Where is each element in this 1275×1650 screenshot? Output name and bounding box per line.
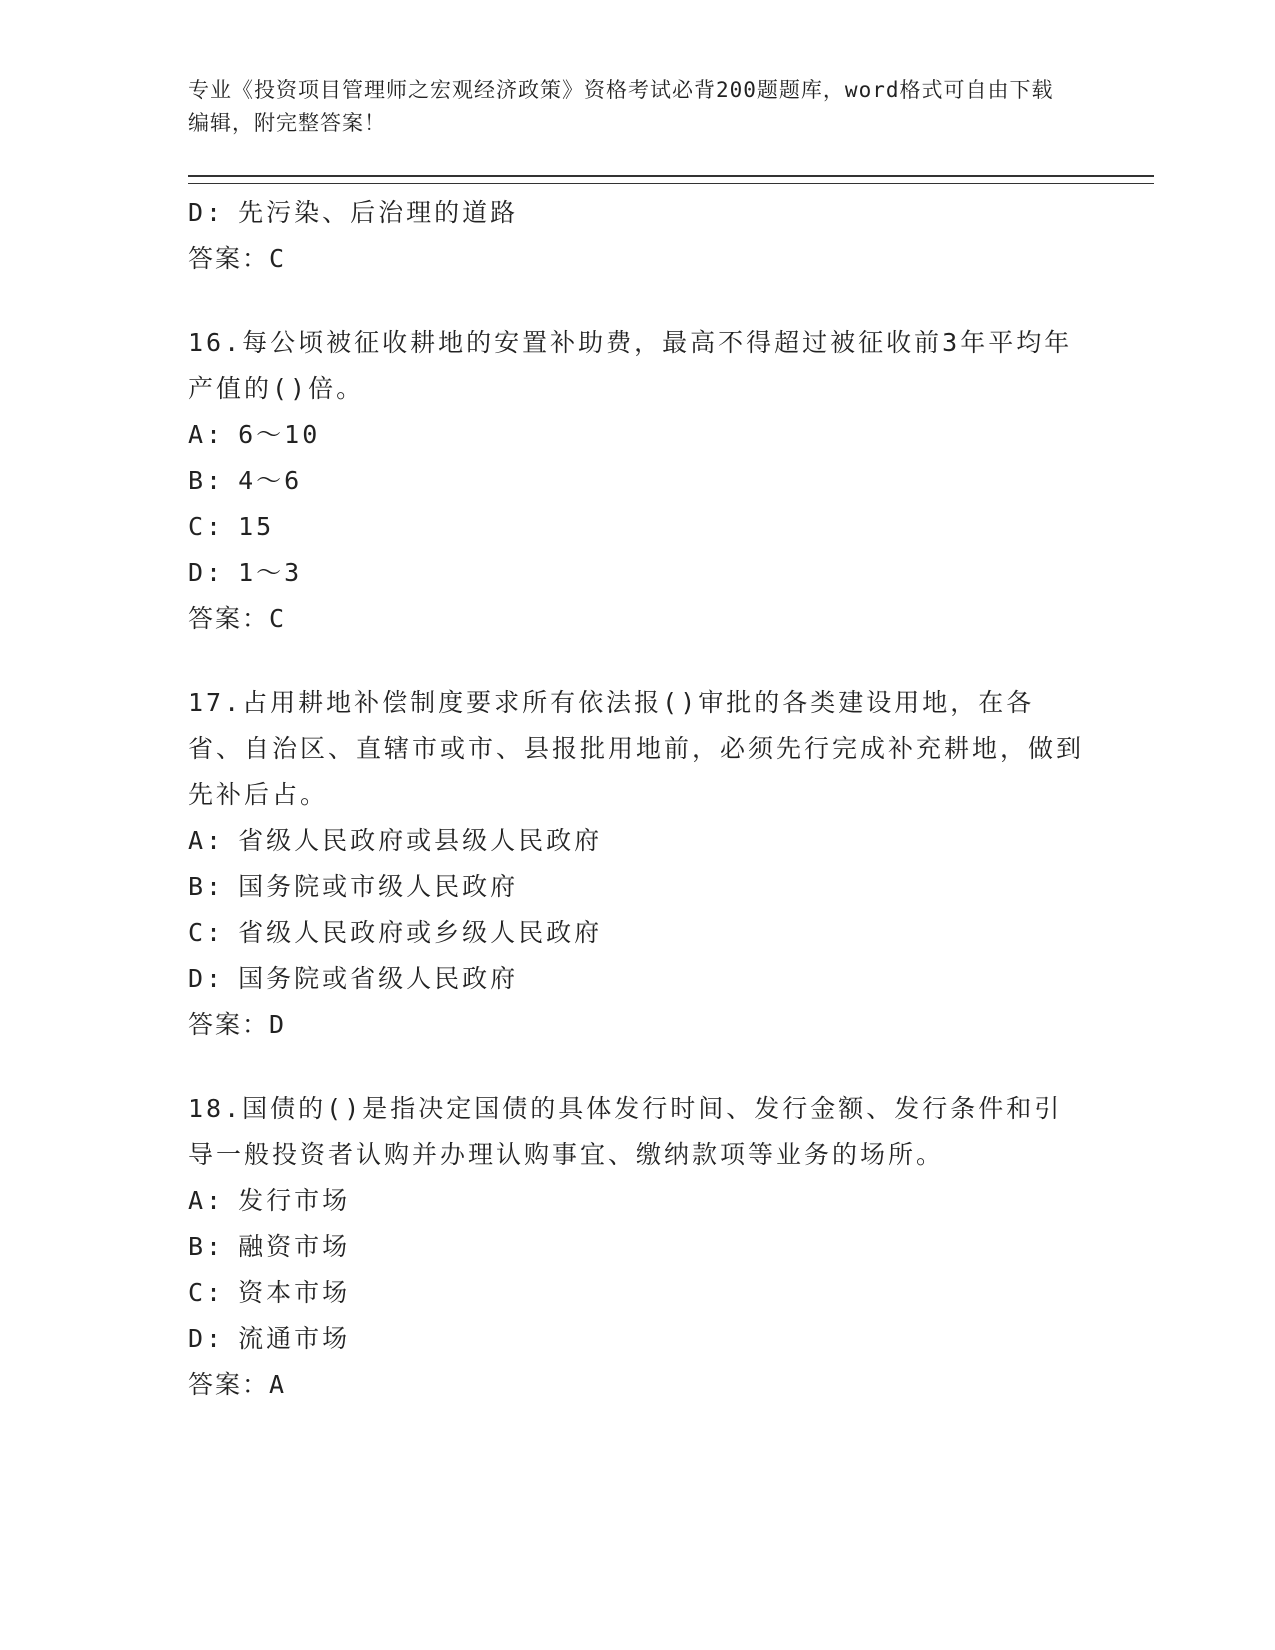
option-b	[188, 1224, 1148, 1270]
option-text: 省级人民政府或乡级人民政府	[238, 918, 603, 947]
option-prefix: A:	[188, 826, 225, 855]
option-prefix: D:	[188, 558, 225, 587]
option-prefix: C:	[188, 918, 225, 947]
option-text: 发行市场	[238, 1186, 351, 1215]
answer: 答案：C	[188, 244, 287, 273]
option-c	[188, 1270, 1148, 1316]
option-prefix: D:	[188, 1324, 225, 1353]
option-prefix: B:	[188, 872, 225, 901]
option-prefix: A:	[188, 420, 225, 449]
option-b	[188, 864, 1148, 910]
option-text: 6～10	[238, 420, 321, 449]
header-divider	[188, 175, 1154, 184]
option-text: 1～3	[238, 558, 303, 587]
option-a	[188, 1178, 1148, 1224]
answer: 答案：A	[188, 1370, 287, 1399]
option-text: 流通市场	[238, 1324, 351, 1353]
option-prefix: D:	[188, 198, 225, 227]
option-c	[188, 910, 1148, 956]
option-text: 国务院或市级人民政府	[238, 872, 519, 901]
question-text: 16.每公顷被征收耕地的安置补助费，最高不得超过被征收前3年平均年产值的()倍。	[188, 328, 1073, 403]
option-prefix: A:	[188, 1186, 225, 1215]
option-prefix: B:	[188, 1232, 225, 1261]
option-text: 15	[238, 512, 275, 541]
option-c	[188, 504, 1148, 550]
option-prefix: C:	[188, 512, 225, 541]
question-18	[188, 1086, 1148, 1408]
option-text: 4～6	[238, 466, 303, 495]
option-text: 省级人民政府或县级人民政府	[238, 826, 603, 855]
option-text: 融资市场	[238, 1232, 351, 1261]
question-text: 18.国债的()是指决定国债的具体发行时间、发行金额、发行条件和引导一般投资者认购并办理认购事宜、缴纳款项等业务的场所。	[188, 1094, 1063, 1169]
option-text: 资本市场	[238, 1278, 351, 1307]
option-d	[188, 550, 1148, 596]
option-text: 国务院或省级人民政府	[238, 964, 519, 993]
question-17	[188, 680, 1148, 1048]
option-d	[188, 1316, 1148, 1362]
option-d	[188, 956, 1148, 1002]
document-header: 专业《投资项目管理师之宏观经济政策》资格考试必背200题题库，word格式可自由下载编辑，附完整答案！	[188, 78, 1054, 135]
option-prefix: C:	[188, 1278, 225, 1307]
option-a	[188, 412, 1148, 458]
document-page	[188, 74, 1148, 1408]
option-prefix: B:	[188, 466, 225, 495]
option-a	[188, 818, 1148, 864]
question-16	[188, 320, 1148, 642]
question-text: 17.占用耕地补偿制度要求所有依法报()审批的各类建设用地，在各省、自治区、直辖市或市、县报批用地前，必须先行完成补充耕地，做到先补后占。	[188, 688, 1085, 809]
option-b	[188, 458, 1148, 504]
answer: 答案：D	[188, 1010, 287, 1039]
carryover-block	[188, 190, 1148, 282]
option-d	[188, 190, 1148, 236]
answer: 答案：C	[188, 604, 287, 633]
option-prefix: D:	[188, 964, 225, 993]
option-text: 先污染、后治理的道路	[238, 198, 519, 227]
